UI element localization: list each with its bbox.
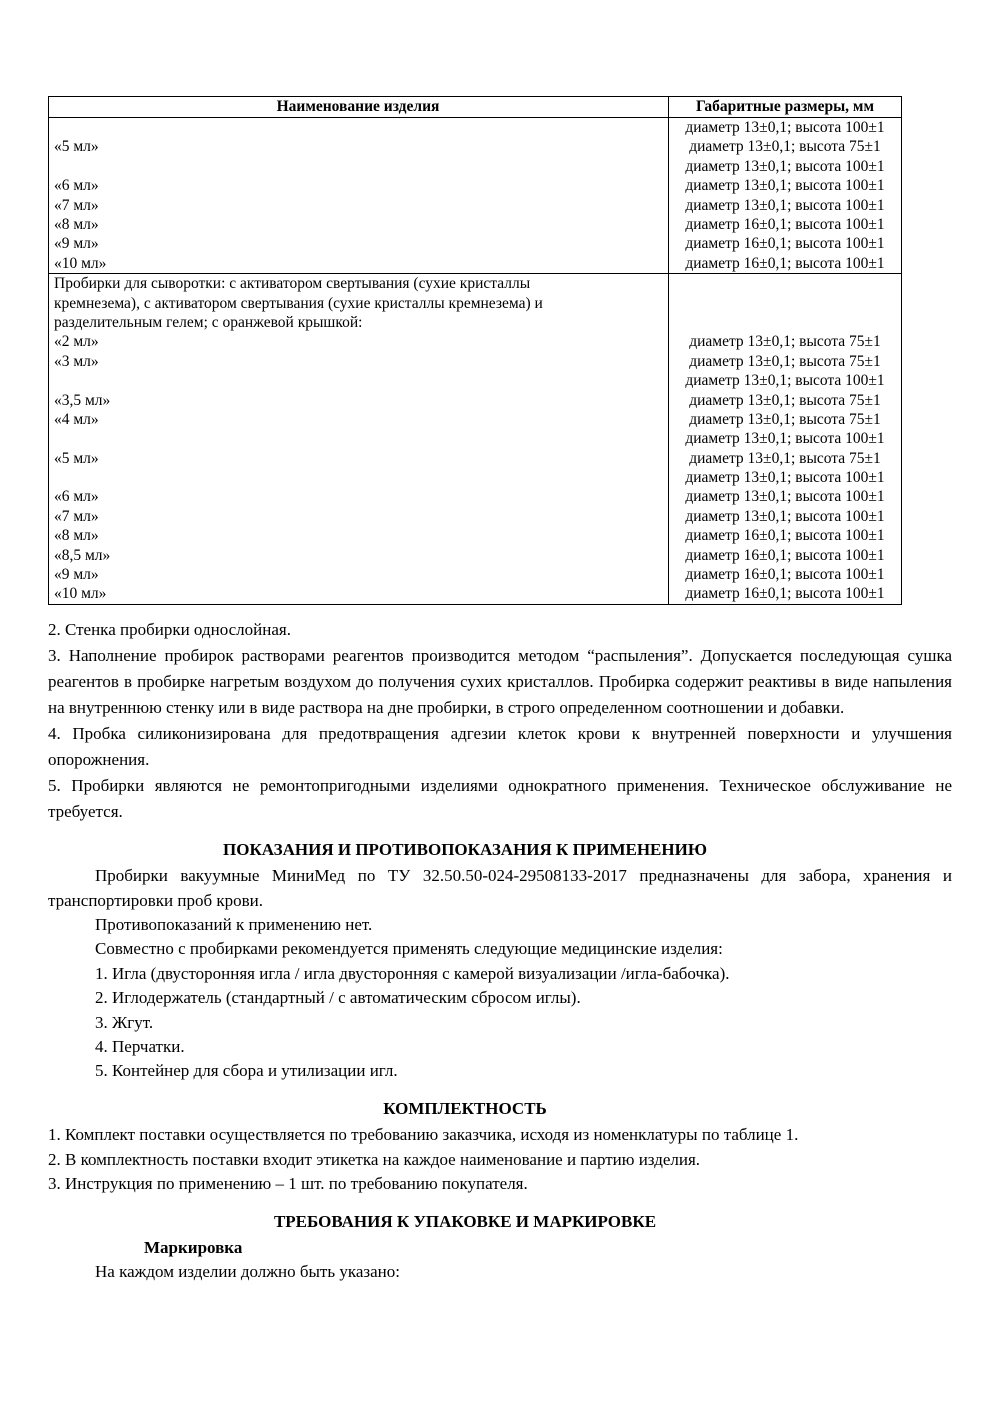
recommended-item-tourniquet: 3. Жгут. <box>95 1012 154 1032</box>
spec-row <box>49 352 901 371</box>
section-completeness <box>48 1097 952 1197</box>
product-volume-label: «5 мл» <box>49 449 669 468</box>
spec-row <box>49 468 901 487</box>
product-volume-label: «7 мл» <box>49 196 669 215</box>
document-body <box>48 617 952 1285</box>
dimensions-value: диаметр 13±0,1; высота 75±1 <box>689 352 881 370</box>
indications-recommended: Совместно с пробирками рекомендуется применять следующие медицинские изделия: <box>95 939 723 959</box>
spec-row <box>49 196 901 215</box>
indications-no-contra: Противопоказаний к применению нет. <box>95 915 373 935</box>
dimensions-value: диаметр 13±0,1; высота 100±1 <box>685 177 885 195</box>
dimensions-value: диаметр 13±0,1; высота 100±1 <box>685 507 885 525</box>
product-volume-label: «5 мл» <box>49 137 669 156</box>
spec-row <box>49 371 901 390</box>
dimensions-value: диаметр 13±0,1; высота 75±1 <box>689 391 881 409</box>
dimensions-value: диаметр 13±0,1; высота 75±1 <box>689 449 881 467</box>
product-volume-label: «10 мл» <box>49 584 669 603</box>
recommended-item-needle: 1. Игла (двусторонняя игла / игла двусторонняя с камерой визуализации /игла-бабочка). <box>95 963 730 983</box>
spec-row <box>49 546 901 565</box>
spec-row <box>49 391 901 410</box>
recommended-item-holder: 2. Иглодержатель (стандартный / с автоматическим сбросом иглы). <box>95 988 581 1008</box>
spec-row <box>49 429 901 448</box>
product-volume-label: «3 мл» <box>49 352 669 371</box>
spec-row <box>49 254 901 273</box>
paragraph-filling: 3. Наполнение пробирок растворами реагентов производится методом “распыления”. Допускается последующая сушка реагентов в пробирке нагретым воздухом до получения сухих кристаллов. Пробирка содержит реактивы в виде напыления на внутреннюю стенку или в виде раствора на дне пробирки, в строго определенном соотношении и добавки. <box>48 645 952 717</box>
dimensions-value: диаметр 13±0,1; высота 100±1 <box>685 196 885 214</box>
table-section-volumes <box>49 118 901 273</box>
dimensions-value: диаметр 13±0,1; высота 100±1 <box>685 488 885 506</box>
dimensions-value: диаметр 16±0,1; высота 100±1 <box>685 235 885 253</box>
dimensions-value: диаметр 13±0,1; высота 100±1 <box>685 430 885 448</box>
completeness-heading: КОМПЛЕКТНОСТЬ <box>383 1098 547 1118</box>
empty-dimensions-cell <box>669 274 901 332</box>
table-header-row <box>49 97 901 118</box>
product-volume-label <box>49 157 669 176</box>
serum-tubes-header-row <box>49 273 901 332</box>
product-volume-label <box>49 468 669 487</box>
spec-row <box>49 157 901 176</box>
section-indications <box>48 838 952 1084</box>
dimensions-value: диаметр 16±0,1; высота 100±1 <box>685 566 885 584</box>
dimensions-value: диаметр 13±0,1; высота 100±1 <box>685 372 885 390</box>
spec-row <box>49 137 901 156</box>
packaging-heading: ТРЕБОВАНИЯ К УПАКОВКЕ И МАРКИРОВКЕ <box>273 1211 657 1231</box>
product-volume-label <box>49 371 669 390</box>
spec-row <box>49 565 901 584</box>
column-header-dimensions: Габаритные размеры, мм <box>695 98 875 115</box>
dimensions-value: диаметр 13±0,1; высота 75±1 <box>689 333 881 351</box>
spec-row <box>49 487 901 506</box>
spec-row <box>49 215 901 234</box>
spec-row <box>49 410 901 429</box>
marking-intro: На каждом изделии должно быть указано: <box>95 1262 400 1282</box>
product-volume-label: «9 мл» <box>49 234 669 253</box>
dimensions-value: диаметр 16±0,1; высота 100±1 <box>685 254 885 272</box>
spec-row <box>49 118 901 137</box>
spec-row <box>49 332 901 351</box>
spec-row <box>49 507 901 526</box>
product-volume-label: «7 мл» <box>49 507 669 526</box>
spec-row <box>49 234 901 253</box>
product-volume-label: «8 мл» <box>49 215 669 234</box>
completeness-p1: 1. Комплект поставки осуществляется по требованию заказчика, исходя из номенклатуры по таблице 1. <box>48 1125 799 1145</box>
product-volume-label: «4 мл» <box>49 410 669 429</box>
paragraph-stopper: 4. Пробка силиконизирована для предотвращения адгезии клеток крови к внутренней поверхности и улучшения опорожнения. <box>48 723 952 769</box>
product-volume-label <box>49 118 669 137</box>
product-volume-label: «9 мл» <box>49 565 669 584</box>
spec-row <box>49 584 901 603</box>
indications-purpose: Пробирки вакуумные МиниМед по ТУ 32.50.50-024-29508133-2017 предназначены для забора, хранения и транспортировки проб крови. <box>48 866 952 910</box>
product-volume-label: «10 мл» <box>49 254 669 273</box>
dimensions-value: диаметр 16±0,1; высота 100±1 <box>685 527 885 545</box>
serum-tubes-description: Пробирки для сыворотки: с активатором свертывания (сухие кристаллы кремнезема), с активатором свертывания (сухие кристаллы кремнезема) и разделительным гелем; с оранжевой крышкой: <box>49 274 669 332</box>
dimensions-value: диаметр 13±0,1; высота 100±1 <box>685 157 885 175</box>
dimensions-value: диаметр 16±0,1; высота 100±1 <box>685 585 885 603</box>
completeness-p3: 3. Инструкция по применению – 1 шт. по требованию покупателя. <box>48 1174 528 1194</box>
completeness-p2: 2. В комплектность поставки входит этикетка на каждое наименование и партию изделия. <box>48 1149 701 1169</box>
product-volume-label: «8,5 мл» <box>49 546 669 565</box>
spec-row <box>49 526 901 545</box>
dimensions-value: диаметр 13±0,1; высота 100±1 <box>685 119 885 136</box>
product-volume-label: «3,5 мл» <box>49 391 669 410</box>
dimensions-value: диаметр 13±0,1; высота 75±1 <box>689 138 881 156</box>
product-volume-label: «6 мл» <box>49 487 669 506</box>
table-section-serum-tubes <box>49 332 901 603</box>
dimensions-value: диаметр 13±0,1; высота 75±1 <box>689 410 881 428</box>
indications-heading: ПОКАЗАНИЯ И ПРОТИВОПОКАЗАНИЯ К ПРИМЕНЕНИЮ <box>223 839 707 859</box>
product-spec-table <box>48 96 902 605</box>
product-volume-label <box>49 429 669 448</box>
paragraph-wall: 2. Стенка пробирки однослойная. <box>48 619 291 639</box>
product-volume-label: «2 мл» <box>49 332 669 351</box>
paragraph-single-use: 5. Пробирки являются не ремонтопригодными изделиями однократного применения. Техническое обслуживание не требуется. <box>48 775 952 821</box>
column-header-product-name: Наименование изделия <box>49 97 669 117</box>
section-packaging <box>48 1210 952 1285</box>
dimensions-value: диаметр 13±0,1; высота 100±1 <box>685 469 885 487</box>
recommended-item-container: 5. Контейнер для сбора и утилизации игл. <box>95 1061 398 1081</box>
recommended-item-gloves: 4. Перчатки. <box>95 1037 185 1057</box>
dimensions-value: диаметр 16±0,1; высота 100±1 <box>685 215 885 233</box>
product-volume-label: «8 мл» <box>49 526 669 545</box>
spec-row <box>49 449 901 468</box>
product-volume-label: «6 мл» <box>49 176 669 195</box>
dimensions-value: диаметр 16±0,1; высота 100±1 <box>685 546 885 564</box>
marking-subheading: Маркировка <box>144 1237 243 1257</box>
spec-row <box>49 176 901 195</box>
